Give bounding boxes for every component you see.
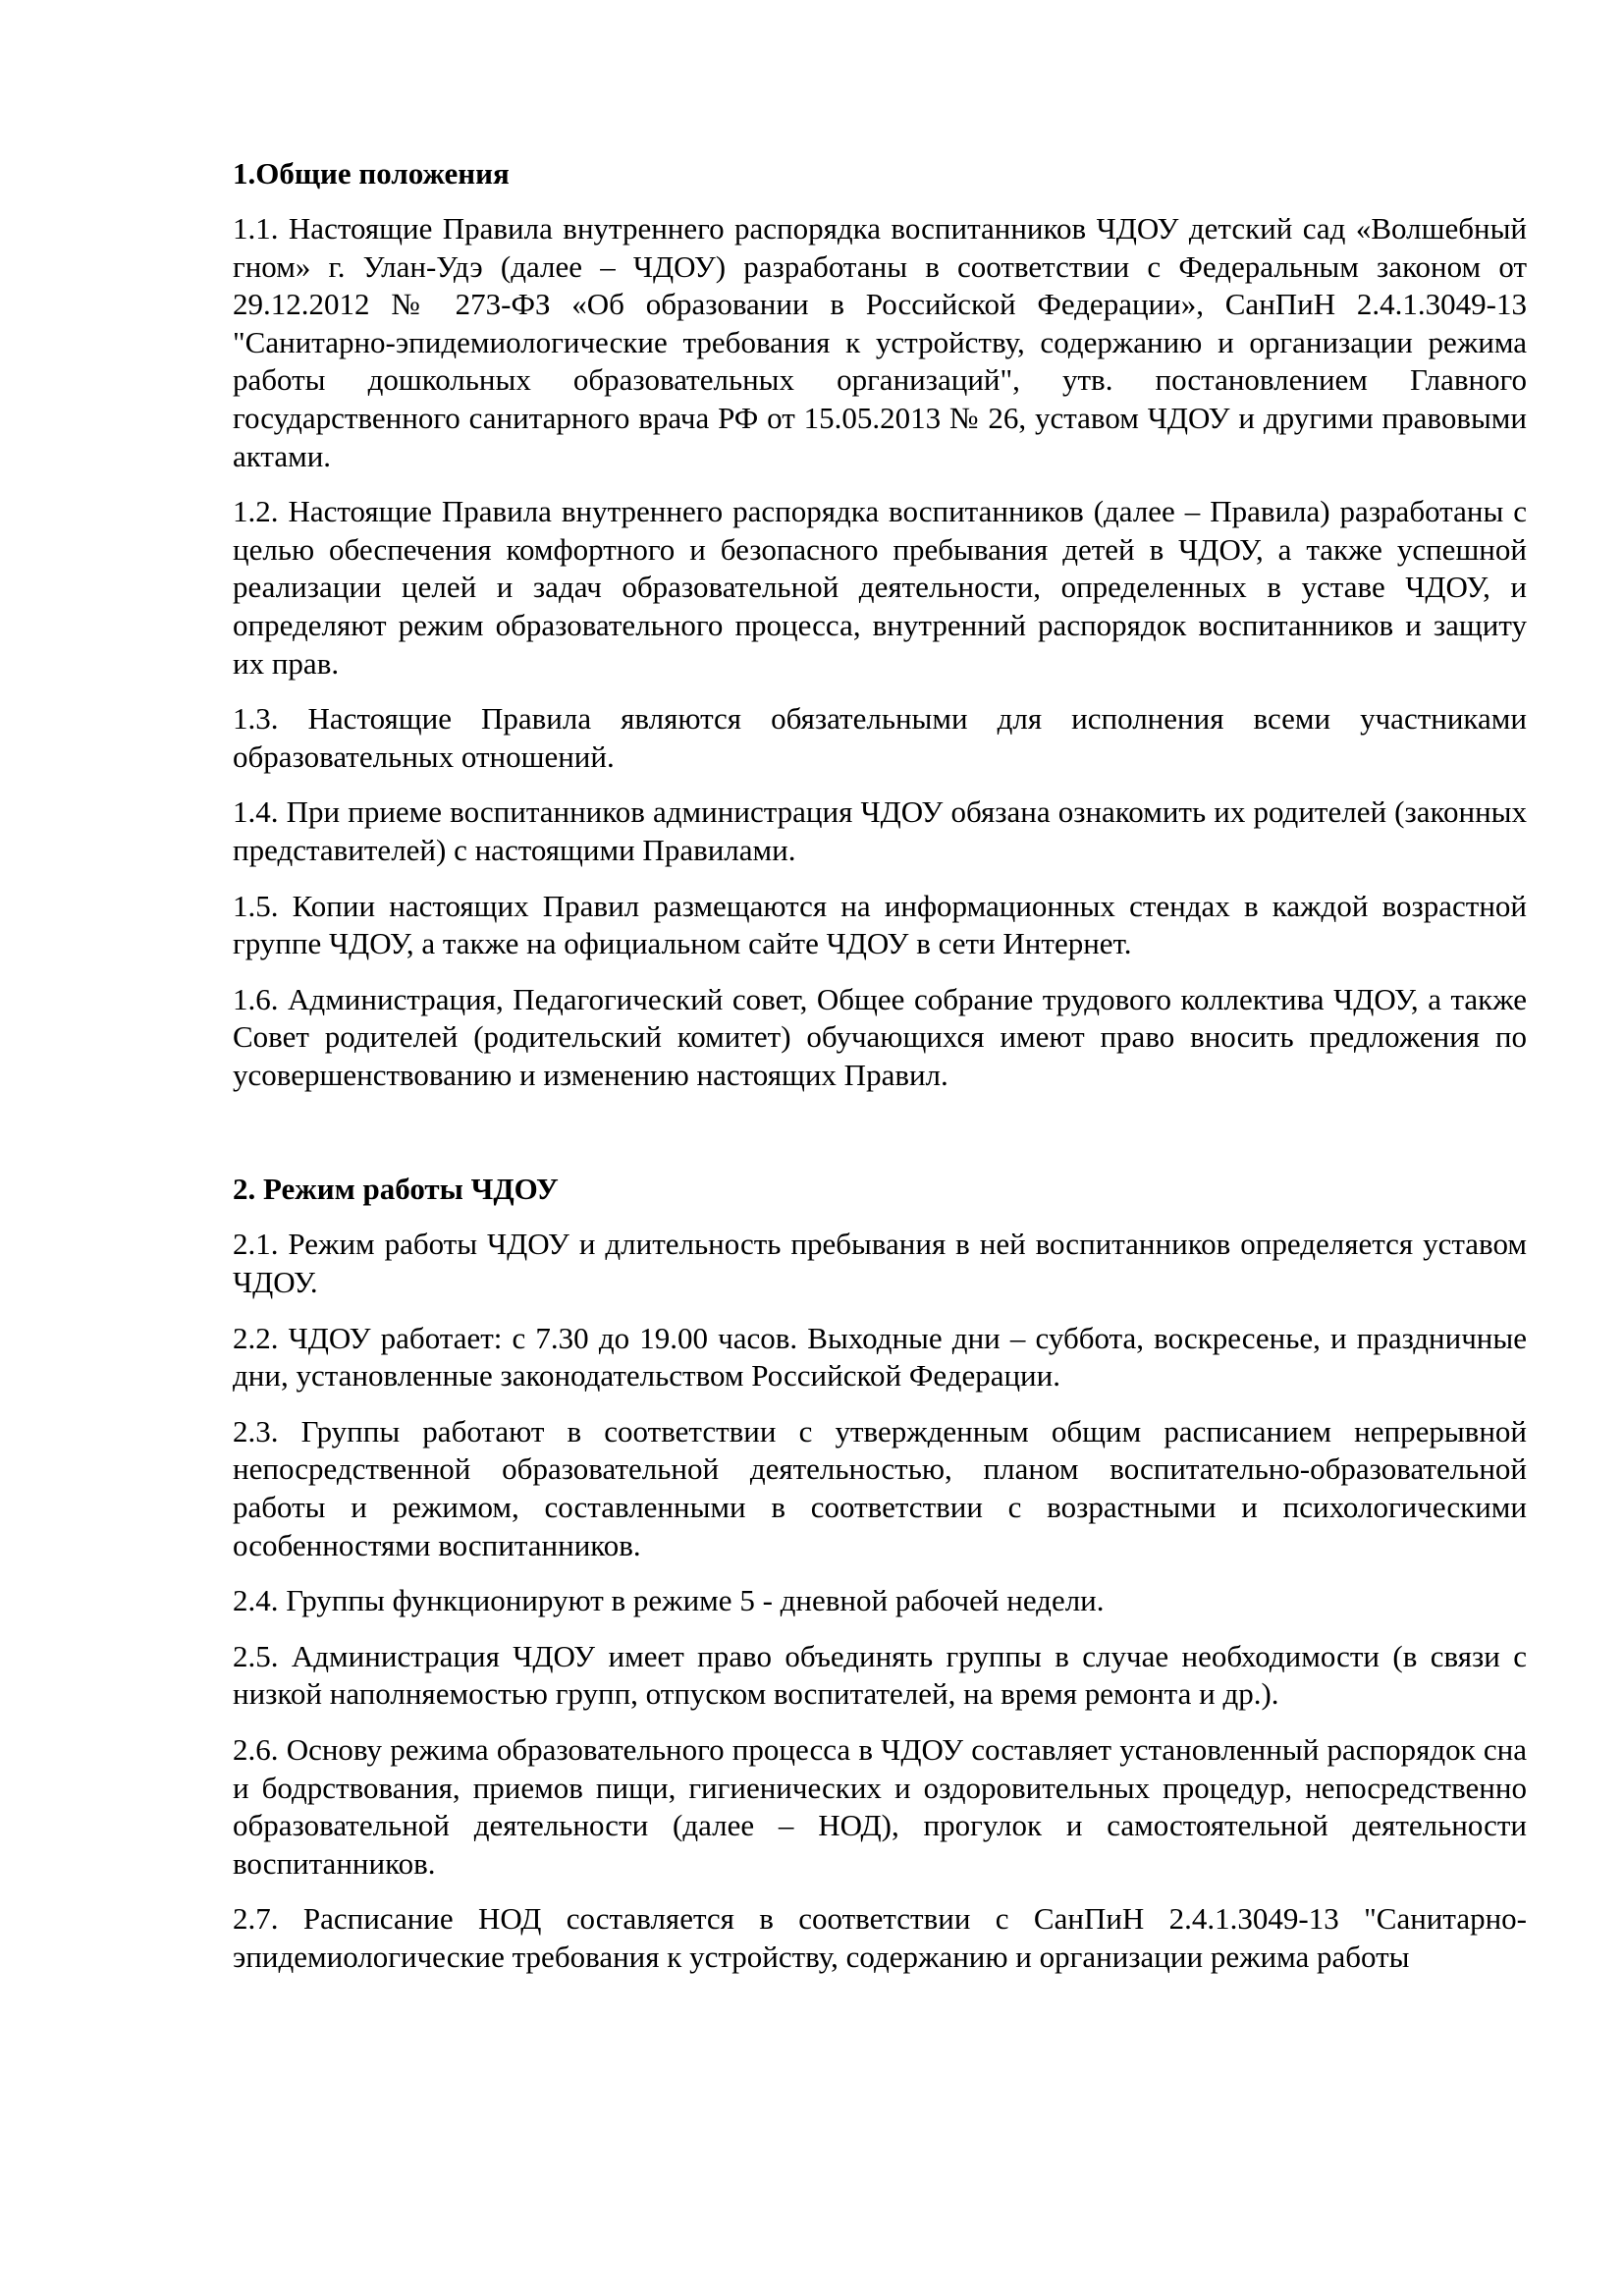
section-spacer — [233, 1112, 1527, 1171]
section-general-provisions — [233, 155, 1527, 1094]
paragraph-2-4: 2.4. Группы функционируют в режиме 5 - дневной рабочей недели. — [233, 1583, 1105, 1618]
paragraph-1-1: 1.1. Настоящие Правила внутреннего распорядка воспитанников ЧДОУ детский сад «Волшебный гном» г. Улан-Удэ (далее – ЧДОУ) разработаны в соответствии с Федеральным законом от 29.12.2012 № 273-ФЗ «Об образовании в Российской Федерации», СанПиН 2.4.1.3049-13 "Санитарно-эпидемиологические требования к устройству, содержанию и организации режима работы дошкольных образовательных организаций", утв. постановлением Главного государственного санитарного врача РФ от 15.05.2013 № 26, уставом ЧДОУ и другими правовыми актами. — [233, 211, 1527, 473]
section-heading: 1.Общие положения — [233, 156, 510, 191]
paragraph-2-6: 2.6. Основу режима образовательного процесса в ЧДОУ составляет установленный распорядок сна и бодрствования, приемов пищи, гигиенических и оздоровительных процедур, непосредственно образовательной деятельности (далее – НОД), прогулок и самостоятельной деятельности воспитанников. — [233, 1732, 1527, 1881]
document-page — [233, 155, 1527, 1995]
paragraph-1-5: 1.5. Копии настоящих Правил размещаются на информационных стендах в каждой возрастной группе ЧДОУ, а также на официальном сайте ЧДОУ в сети Интернет. — [233, 888, 1527, 961]
section-work-schedule — [233, 1171, 1527, 1976]
paragraph-2-1: 2.1. Режим работы ЧДОУ и длительность пребывания в ней воспитанников определяется уставом ЧДОУ. — [233, 1227, 1527, 1300]
paragraph-2-2: 2.2. ЧДОУ работает: с 7.30 до 19.00 часов. Выходные дни – суббота, воскресенье, и праздничные дни, установленные законодательством Российской Федерации. — [233, 1320, 1527, 1394]
paragraph-1-2: 1.2. Настоящие Правила внутреннего распорядка воспитанников (далее – Правила) разработаны с целью обеспечения комфортного и безопасного пребывания детей в ЧДОУ, а также успешной реализации целей и задач образовательной деятельности, определенных в уставе ЧДОУ, и определяют режим образовательного процесса, внутренний распорядок воспитанников и защиту их прав. — [233, 494, 1527, 681]
paragraph-1-3: 1.3. Настоящие Правила являются обязательными для исполнения всеми участниками образовательных отношений. — [233, 701, 1527, 774]
paragraph-2-7: 2.7. Расписание НОД составляется в соответствии с СанПиН 2.4.1.3049-13 "Санитарно-эпидемиологические требования к устройству, содержанию и организации режима работы — [233, 1901, 1527, 1974]
paragraph-1-6: 1.6. Администрация, Педагогический совет, Общее собрание трудового коллектива ЧДОУ, а также Совет родителей (родительский комитет) обучающихся имеют право вносить предложения по усовершенствованию и изменению настоящих Правил. — [233, 981, 1527, 1092]
paragraph-1-4: 1.4. При приеме воспитанников администрация ЧДОУ обязана ознакомить их родителей (законных представителей) с настоящими Правилами. — [233, 794, 1527, 867]
paragraph-2-5: 2.5. Администрация ЧДОУ имеет право объединять группы в случае необходимости (в связи с низкой наполняемостью групп, отпуском воспитателей, на время ремонта и др.). — [233, 1638, 1527, 1712]
section-heading: 2. Режим работы ЧДОУ — [233, 1172, 559, 1207]
paragraph-2-3: 2.3. Группы работают в соответствии с утвержденным общим расписанием непрерывной непосредственной образовательной деятельностью, планом воспитательно-образовательной работы и режимом, составленными в соответствии с возрастными и психологическими особенностями воспитанников. — [233, 1413, 1527, 1562]
